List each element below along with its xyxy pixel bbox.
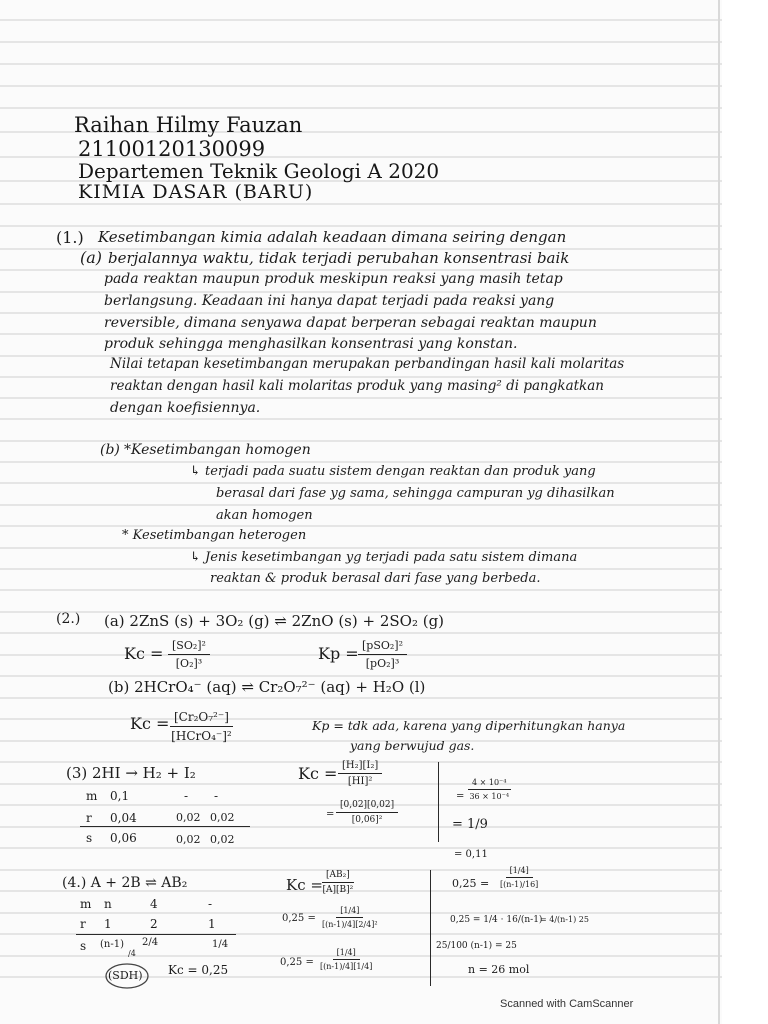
q4-table-rule bbox=[76, 934, 236, 935]
student-id: 21100120130099 bbox=[78, 137, 266, 161]
q4-row-r-a: 1 bbox=[104, 917, 112, 931]
q3-row-r-hi: 0,04 bbox=[110, 811, 137, 825]
q1-a-line-3: pada reaktan maupun produk meskipun reaksi yang masih tetap bbox=[104, 271, 563, 287]
q1-a-line-5: reversible, dimana senyawa dapat berperan sebagai reaktan maupun bbox=[104, 315, 597, 331]
q3-kc3-eq: = bbox=[456, 791, 465, 802]
q2-a-kp-den: [pO₂]³ bbox=[365, 657, 400, 670]
q3-kc-label: Kc = bbox=[298, 764, 338, 783]
q4-right1-den: [(n-1)/16] bbox=[500, 880, 539, 889]
q4-step2-left: 0,25 = bbox=[280, 957, 314, 968]
q3-kc3-den: 36 × 10⁻⁴ bbox=[469, 792, 510, 801]
q1-a-line-7: Nilai tetapan kesetimbangan merupakan perbandingan hasil kali molaritas bbox=[110, 356, 625, 372]
q3-kc2-fraction bbox=[336, 800, 398, 825]
q2-b-kc-label: Kc = bbox=[130, 714, 170, 733]
q4-right3: 25/100 (n-1) = 25 bbox=[436, 941, 517, 951]
q4-kc-label: Kc = bbox=[286, 876, 323, 894]
q3-row-m-h2: - bbox=[184, 789, 189, 803]
q2-b-kc-den: [HCrO₄⁻]² bbox=[171, 729, 232, 743]
q3-divider bbox=[438, 762, 439, 842]
q4-step1-fraction bbox=[322, 906, 378, 929]
q1-number: (1.) bbox=[56, 228, 84, 247]
q4-row-r-b: 2 bbox=[150, 917, 158, 931]
q3-reaction: (3) 2HI → H₂ + I₂ bbox=[66, 764, 196, 782]
q3-kc3-num: 4 × 10⁻⁴ bbox=[468, 778, 511, 790]
q4-row-m-a: n bbox=[104, 897, 112, 911]
q4-row-m-label: m bbox=[80, 897, 92, 911]
course-title: KIMIA DASAR (BARU) bbox=[78, 181, 314, 203]
q4-row-r-ab: 1 bbox=[208, 917, 216, 931]
q4-kc-given: Kc = 0,25 bbox=[168, 963, 229, 977]
q3-row-r-i2: 0,02 bbox=[210, 811, 235, 824]
q2-a-reaction: (a) 2ZnS (s) + 3O₂ (g) ⇌ 2ZnO (s) + 2SO₂ (g) bbox=[104, 612, 445, 630]
q4-reaction: (4.) A + 2B ⇌ AB₂ bbox=[62, 875, 188, 891]
q3-result-2: = 0,11 bbox=[454, 849, 488, 860]
q4-right1-fraction bbox=[500, 866, 538, 889]
q2-a-kc-fraction bbox=[168, 639, 210, 670]
q4-row-s-a: (n-1) bbox=[100, 939, 124, 950]
q1-homogen-line-1: ↳ terjadi pada suatu sistem dengan reaktan dan produk yang bbox=[190, 464, 596, 479]
q4-step1-den: [(n-1)/4][2/4]² bbox=[322, 920, 378, 929]
q2-a-kc-label: Kc = bbox=[124, 644, 164, 663]
q4-right1-num: [1/4] bbox=[506, 866, 533, 878]
q4-answer: n = 26 mol bbox=[468, 963, 530, 976]
q3-result: = 1/9 bbox=[452, 817, 488, 832]
q1-a-line-9: dengan koefisiennya. bbox=[110, 400, 261, 416]
q3-kc-num: [H₂][I₂] bbox=[338, 760, 382, 774]
q4-right1-left: 0,25 = bbox=[452, 877, 490, 890]
q4-divider bbox=[430, 870, 431, 986]
q4-row-s-label: s bbox=[80, 939, 87, 953]
q4-kc-fraction bbox=[322, 870, 354, 895]
q2-b-kc-num: [Cr₂O₇²⁻] bbox=[170, 710, 233, 727]
q2-b-kp-line-2: yang berwujud gas. bbox=[350, 738, 475, 753]
department: Departemen Teknik Geologi A 2020 bbox=[78, 159, 440, 183]
q3-kc3-fraction bbox=[468, 778, 511, 801]
q2-b-kc-fraction bbox=[170, 710, 233, 743]
q4-step2-num: [1/4] bbox=[333, 948, 360, 960]
q1-a-line-8: reaktan dengan hasil kali molaritas produk yang masing² di pangkatkan bbox=[110, 378, 604, 394]
q2-a-kp-fraction bbox=[358, 639, 407, 670]
q3-kc2-num: [0,02][0,02] bbox=[336, 800, 398, 813]
q1-a-line-6: produk sehingga menghasilkan konsentrasi yang konstan. bbox=[104, 336, 518, 352]
q3-row-r-h2: 0,02 bbox=[176, 811, 201, 824]
q1-heterogen-line-2: reaktan & produk berasal dari fase yang berbeda. bbox=[210, 571, 541, 586]
q3-kc-fraction bbox=[338, 760, 382, 787]
q4-row-m-b: 4 bbox=[150, 897, 158, 911]
q3-row-r-label: r bbox=[86, 811, 92, 825]
sdh-badge: (SDH) bbox=[108, 969, 143, 982]
scanner-watermark: Scanned with CamScanner bbox=[500, 998, 634, 1010]
q2-b-reaction: (b) 2HCrO₄⁻ (aq) ⇌ Cr₂O₇²⁻ (aq) + H₂O (l) bbox=[108, 678, 426, 696]
q1-a-line-2: berjalannya waktu, tidak terjadi perubahan konsentrasi baik bbox=[108, 249, 570, 267]
q4-step2-fraction bbox=[320, 948, 372, 971]
q3-row-s-i2: 0,02 bbox=[210, 833, 235, 846]
q3-kc2-den: [0,06]² bbox=[351, 815, 383, 825]
q1-a-line-1: Kesetimbangan kimia adalah keadaan dimana seiring dengan bbox=[98, 228, 567, 246]
q3-row-s-h2: 0,02 bbox=[176, 833, 201, 846]
q1-b-label: (b) bbox=[100, 442, 120, 458]
q4-kc-num: [AB₂] bbox=[322, 870, 354, 883]
q3-row-m-i2: - bbox=[214, 789, 219, 803]
q3-row-s-label: s bbox=[86, 831, 93, 845]
q3-row-s-hi: 0,06 bbox=[110, 831, 137, 845]
q1-homogen-line-2: berasal dari fase yg sama, sehingga campuran yg dihasilkan bbox=[216, 486, 615, 501]
q3-kc-den: [HI]² bbox=[347, 776, 373, 787]
q4-step1-num: [1/4] bbox=[336, 906, 363, 918]
q2-a-kp-num: [pSO₂]² bbox=[358, 639, 407, 655]
q3-row-m-label: m bbox=[86, 789, 98, 803]
q1-a-line-4: berlangsung. Keadaan ini hanya dapat terjadi pada reaksi yang bbox=[104, 293, 555, 309]
q1-a-label: (a) bbox=[80, 248, 103, 267]
q1-heterogen-line-1: ↳ Jenis kesetimbangan yg terjadi pada satu sistem dimana bbox=[190, 550, 578, 565]
q4-row-s-ab: 1/4 bbox=[212, 939, 229, 950]
q4-row-r-label: r bbox=[80, 917, 86, 931]
q3-kc2-eq: = bbox=[326, 809, 335, 820]
q4-right2: 0,25 = 1/4 · 16/(n-1) bbox=[450, 915, 543, 925]
q4-row-s-b: 2/4 bbox=[142, 937, 159, 948]
student-name: Raihan Hilmy Fauzan bbox=[74, 113, 303, 137]
q4-step1-left: 0,25 = bbox=[282, 913, 316, 924]
q2-a-kc-den: [O₂]³ bbox=[175, 657, 203, 670]
q1-homogen-title: *Kesetimbangan homogen bbox=[124, 442, 311, 458]
q4-row-s-a-sub: /4 bbox=[128, 949, 136, 958]
q2-a-kp-label: Kp = bbox=[318, 644, 359, 663]
q1-heterogen-title: * Kesetimbangan heterogen bbox=[122, 528, 307, 543]
q1-homogen-line-3: akan homogen bbox=[216, 508, 313, 523]
q4-right2-frac: = 4/(n-1) 25 bbox=[540, 915, 589, 924]
q2-b-kp-line-1: Kp = tdk ada, karena yang diperhitungkan hanya bbox=[312, 718, 626, 733]
q3-table-rule bbox=[80, 826, 250, 827]
q4-kc-den: [A][B]² bbox=[322, 885, 354, 895]
q4-row-m-ab: - bbox=[208, 897, 213, 911]
q2-number: (2.) bbox=[56, 611, 81, 627]
q3-row-m-hi: 0,1 bbox=[110, 789, 130, 803]
q4-step2-den: [(n-1)/4][1/4] bbox=[320, 962, 373, 971]
q2-a-kc-num: [SO₂]² bbox=[168, 639, 210, 655]
